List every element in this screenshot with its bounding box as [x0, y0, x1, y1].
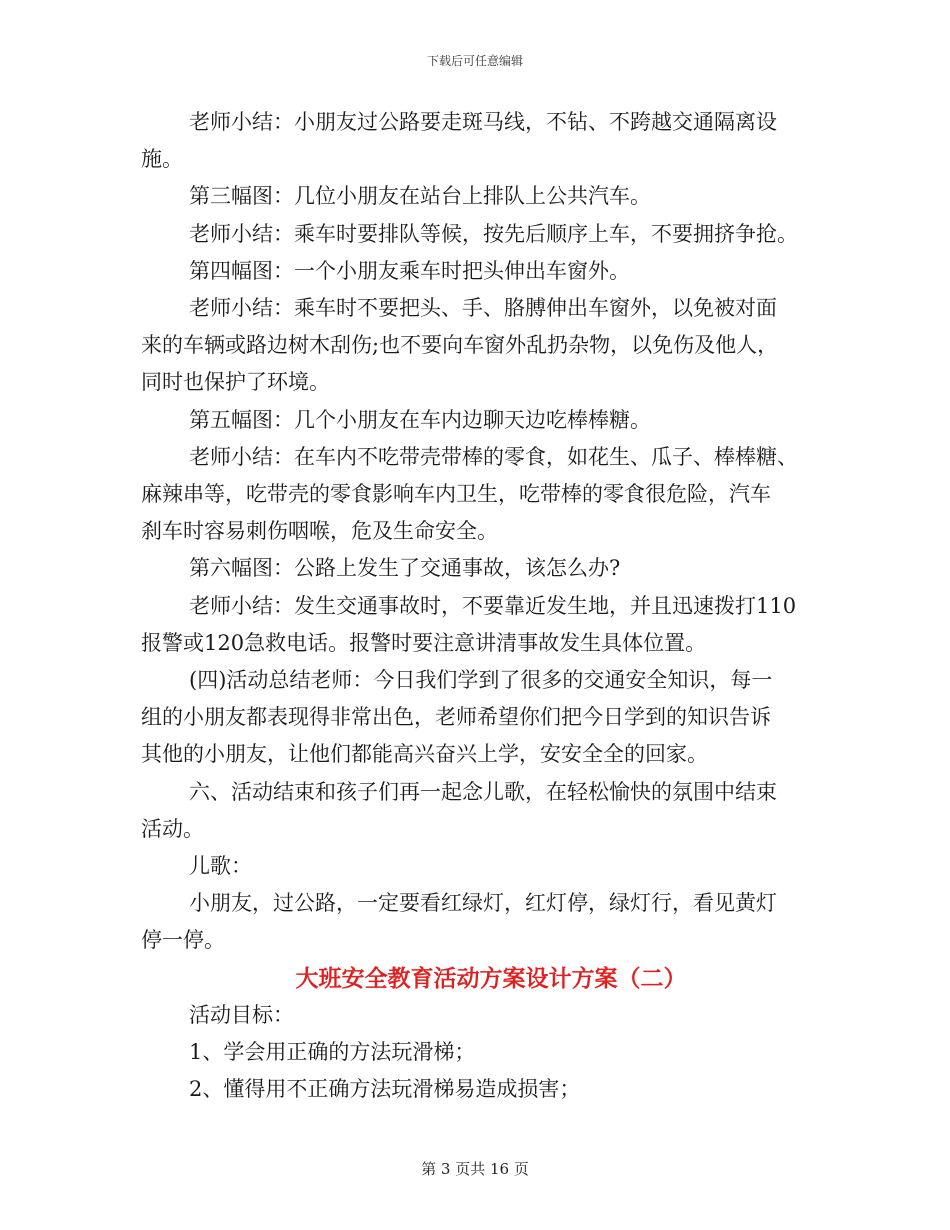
paragraph-line: 老师小结：发生交通事故时，不要靠近发生地，并且迅速拨打110 — [189, 593, 797, 618]
paragraph-line: 老师小结：小朋友过公路要走斑马线，不钻、不跨越交通隔离设 — [189, 110, 777, 134]
paragraph-line: 第三幅图：几位小朋友在站台上排队上公共汽车。 — [189, 184, 651, 209]
paragraph-line: 同时也保护了环境。 — [141, 370, 330, 395]
paragraph-line: 活动。 — [141, 816, 204, 841]
paragraph-line: 第五幅图：几个小朋友在车内边聊天边吃棒棒糖。 — [189, 407, 651, 432]
paragraph-line: 组的小朋友都表现得非常出色，老师希望你们把今日学到的知识告诉 — [141, 705, 771, 730]
paragraph-line: 刹车时容易刺伤咽喉，危及生命安全。 — [141, 519, 498, 544]
paragraph-line: 老师小结：在车内不吃带壳带棒的零食，如花生、瓜子、棒棒糖、 — [189, 444, 798, 469]
paragraph-line: 停一停。 — [141, 928, 225, 953]
paragraph-line: 第六幅图：公路上发生了交通事故，该怎么办? — [189, 556, 621, 581]
page-number: 第 3 页共 16 页 — [421, 1160, 529, 1178]
paragraph-line: 儿歌： — [189, 854, 252, 879]
paragraph-line: 第四幅图：一个小朋友乘车时把头伸出车窗外。 — [189, 258, 630, 283]
paragraph-line: 其他的小朋友，让他们都能高兴奋兴上学，安安全全的回家。 — [141, 742, 708, 767]
paragraph-line: 活动目标： — [189, 1002, 294, 1027]
list-item: 1、学会用正确的方法玩滑梯； — [189, 1040, 476, 1065]
section-title: 大班安全教育活动方案设计方案（二） — [295, 964, 687, 992]
page-header: 下载后可任意编辑 — [426, 54, 523, 68]
paragraph-line: 老师小结：乘车时要排队等候，按先后顺序上车，不要拥挤争抢。 — [189, 221, 798, 246]
paragraph-line: 小朋友，过公路，一定要看红绿灯，红灯停，绿灯行，看见黄灯 — [189, 891, 777, 916]
paragraph-line: 报警或120急救电话。报警时要注意讲清事故发生具体位置。 — [141, 630, 707, 655]
paragraph-line: 施。 — [141, 147, 183, 172]
document-body — [141, 104, 811, 1108]
paragraph-line: 麻辣串等，吃带壳的零食影响车内卫生，吃带棒的零食很危险，汽车 — [141, 482, 771, 507]
paragraph-line: 老师小结：乘车时不要把头、手、胳膊伸出车窗外，以免被对面 — [189, 296, 777, 321]
paragraph-line: 六、活动结束和孩子们再一起念儿歌，在轻松愉快的氛围中结束 — [189, 779, 777, 804]
paragraph-line: 来的车辆或路边树木刮伤;也不要向车窗外乱扔杂物，以免伤及他人， — [141, 333, 779, 358]
list-item: 2、懂得用不正确方法玩滑梯易造成损害； — [189, 1077, 581, 1102]
paragraph-line: (四)活动总结老师：今日我们学到了很多的交通安全知识，每一 — [189, 668, 773, 693]
